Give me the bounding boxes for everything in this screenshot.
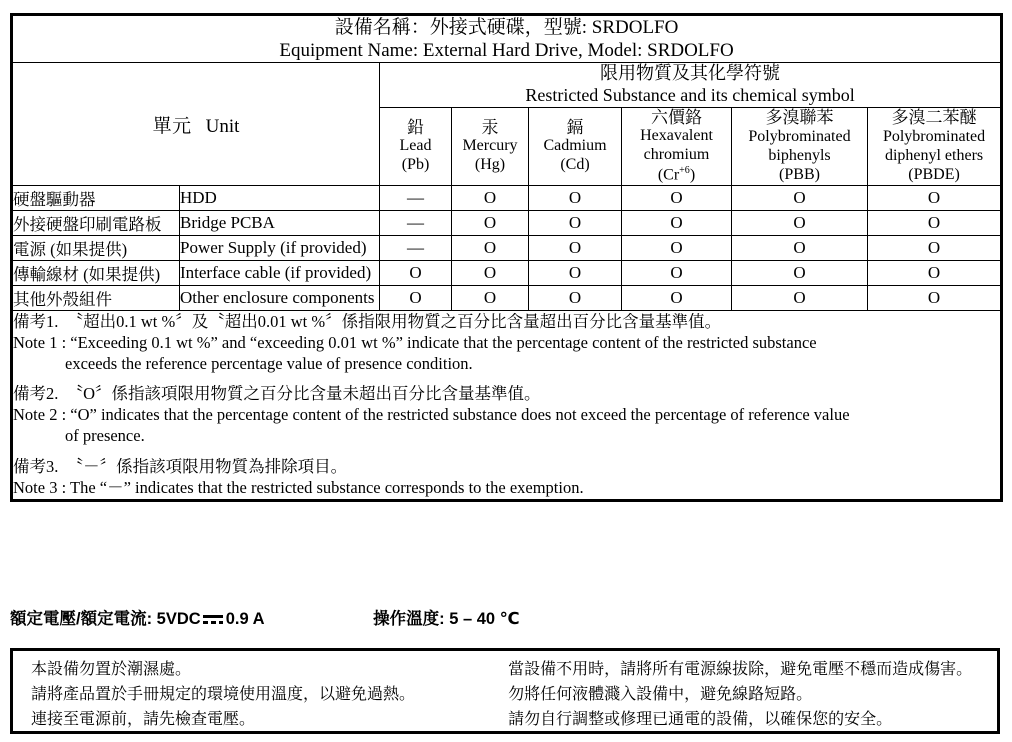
substance-column-pbde [868, 107, 1002, 185]
unit-name-zh: 硬盤驅動器 [12, 185, 180, 210]
substance-symbol: (PBDE) [908, 165, 960, 183]
substance-column-cadmium [529, 107, 622, 185]
substance-en: Polybrominated [748, 128, 851, 146]
safety-notice-item: 勿將任何液體濺入設備中，避免線路短路。 [508, 685, 813, 703]
safety-notice-item: 請將產品置於手冊規定的環境使用溫度，以避免過熱。 [31, 685, 416, 703]
note-3-en-line1: Note 3 : The “－” indicates that the restricted substance corresponds to the exemption. [13, 477, 584, 497]
unit-name-zh: 其他外殼組件 [12, 285, 180, 310]
substance-symbol: (PBB) [779, 165, 820, 183]
substance-symbol: (Hg) [474, 156, 506, 174]
substance-symbol: $(Cr^{+6})$ [657, 164, 696, 184]
note-3-zh: 備考3. 〝－〞係指該項限用物質為排除項目。 [13, 456, 348, 476]
table-title-row [12, 15, 1002, 63]
safety-notice-item: 本設備勿置於潮濕處。 [31, 661, 192, 678]
substance-en: Polybrominated [882, 128, 986, 146]
unit-name-en: Other enclosure components [180, 285, 380, 310]
note-2-en [13, 404, 1000, 446]
cell-mercury: O [452, 185, 529, 210]
substance-column-hexavalent-chromium [622, 107, 732, 185]
cell-lead: O [380, 260, 452, 285]
unit-name-en: Bridge PCBA [180, 210, 380, 235]
equipment-title-zh: 設備名稱：外接式硬碟，型號: SRDOLFO [334, 17, 679, 38]
cell-lead: — [380, 235, 452, 260]
table-row [12, 235, 1002, 260]
substance-symbol: (Pb) [401, 156, 430, 174]
substance-en: Mercury [462, 137, 518, 155]
unit-name-zh: 傳輸線材 (如果提供) [12, 260, 180, 285]
cell-mercury: O [452, 210, 529, 235]
substance-en2: chromium [643, 146, 710, 164]
cell-pbde: O [868, 260, 1002, 285]
table-row [12, 260, 1002, 285]
safety-notices-right-column [500, 658, 997, 731]
substance-symbol: (Cd) [560, 156, 590, 174]
unit-name-en: HDD [180, 185, 380, 210]
cell-mercury: O [452, 260, 529, 285]
note-2-zh: 備考2. 〝O〞係指該項限用物質之百分比含量未超出百分比含量基準值。 [13, 384, 541, 404]
voltage-rating-suffix: 0.9 A [225, 610, 265, 628]
unit-header-cell [12, 63, 380, 186]
safety-notices-left-column [13, 658, 500, 731]
dc-power-icon [203, 614, 223, 625]
substance-en2: diphenyl ethers [884, 146, 984, 164]
cell-cadmium: O [529, 235, 622, 260]
note-1-zh: 備考1. 〝超出0.1 wt %〞及〝超出0.01 wt %〞係指限用物質之百分比含量超出百分比含量基準值。 [13, 311, 722, 331]
safety-notice-item: 連接至電源前，請先檢查電壓。 [31, 710, 256, 728]
note-1-en [13, 332, 1000, 374]
cell-pbde: O [868, 235, 1002, 260]
voltage-rating-prefix: 額定電壓/額定電流: 5VDC [10, 610, 201, 628]
substance-column-mercury [452, 107, 529, 185]
substance-zh: 汞 [481, 117, 499, 137]
unit-name-zh: 電源 (如果提供) [12, 235, 180, 260]
cell-mercury: O [452, 285, 529, 310]
unit-name-zh: 外接硬盤印刷電路板 [12, 210, 180, 235]
cell-pbb: O [732, 235, 868, 260]
cell-chromium: O [622, 210, 732, 235]
note-3-en [13, 477, 1000, 498]
table-notes-row [12, 310, 1002, 500]
note-2-en-line1: Note 2 : “O” indicates that the percentage content of the restricted substance does not exceed the percentage of reference value [13, 405, 850, 425]
note-1 [13, 311, 1000, 374]
substance-zh: 六價鉻 [651, 107, 702, 127]
unit-name-en: Interface cable (if provided) [180, 260, 380, 285]
substance-zh: 多溴聯苯 [765, 108, 834, 128]
table-row [12, 185, 1002, 210]
equipment-title-en: Equipment Name: External Hard Drive, Model: SRDOLFO [279, 40, 734, 62]
cell-cadmium: O [529, 260, 622, 285]
substance-column-pbb [732, 107, 868, 185]
cell-lead: — [380, 185, 452, 210]
note-2-en-line2: of presence. [65, 426, 145, 446]
unit-header-zh: 單元 [152, 115, 192, 137]
cell-cadmium: O [529, 185, 622, 210]
cell-cadmium: O [529, 210, 622, 235]
substance-en2: biphenyls [768, 146, 831, 164]
substance-zh: 鎘 [566, 117, 584, 137]
safety-notices-box [10, 648, 1000, 734]
substance-en: Lead [399, 137, 432, 155]
cell-chromium: O [622, 235, 732, 260]
cell-cadmium: O [529, 285, 622, 310]
restricted-substance-header-en: Restricted Substance and its chemical symbol [525, 84, 855, 105]
note-1-en-line2: exceeds the reference percentage value of presence condition. [65, 354, 473, 374]
restricted-substance-header-cell [380, 63, 1002, 107]
note-2 [13, 383, 1000, 446]
rohs-substance-table [10, 13, 1003, 502]
restricted-substance-header-zh: 限用物質及其化學符號 [600, 63, 781, 84]
voltage-rating [10, 605, 265, 629]
table-row [12, 285, 1002, 310]
cell-chromium: O [622, 260, 732, 285]
cell-lead: — [380, 210, 452, 235]
substance-en: Hexavalent [640, 127, 713, 145]
substance-column-lead [380, 107, 452, 185]
safety-notice-item: 當設備不用時，請將所有電源線拔除，避免電壓不穩而造成傷害。 [508, 661, 973, 678]
note-1-en-line1: Note 1 : “Exceeding 0.1 wt %” and “exceeding 0.01 wt %” indicate that the percentage content of the restricted substance [13, 333, 817, 352]
cell-pbde: O [868, 210, 1002, 235]
cell-pbde: O [868, 185, 1002, 210]
cell-mercury: O [452, 235, 529, 260]
table-group-header-row [12, 63, 1002, 107]
notes-cell [12, 310, 1002, 500]
cell-chromium: O [622, 185, 732, 210]
unit-name-en: Power Supply (if provided) [180, 235, 380, 260]
cell-pbb: O [732, 210, 868, 235]
cell-pbb: O [732, 185, 868, 210]
substance-zh: 多溴二苯醚 [891, 108, 977, 128]
cell-pbde: O [868, 285, 1002, 310]
equipment-title-cell [12, 15, 1002, 63]
cell-pbb: O [732, 260, 868, 285]
cell-lead: O [380, 285, 452, 310]
safety-notice-item: 請勿自行調整或修理已通電的設備，以確保您的安全。 [508, 710, 893, 728]
table-row [12, 210, 1002, 235]
operating-temperature: 操作溫度: 5 – 40 ℃ [373, 610, 520, 628]
cell-chromium: O [622, 285, 732, 310]
note-3 [13, 456, 1000, 498]
unit-header-en: Unit [205, 115, 240, 137]
substance-en: Cadmium [543, 137, 607, 155]
ratings-line [10, 605, 1000, 629]
cell-pbb: O [732, 285, 868, 310]
substance-zh: 鉛 [407, 117, 424, 137]
